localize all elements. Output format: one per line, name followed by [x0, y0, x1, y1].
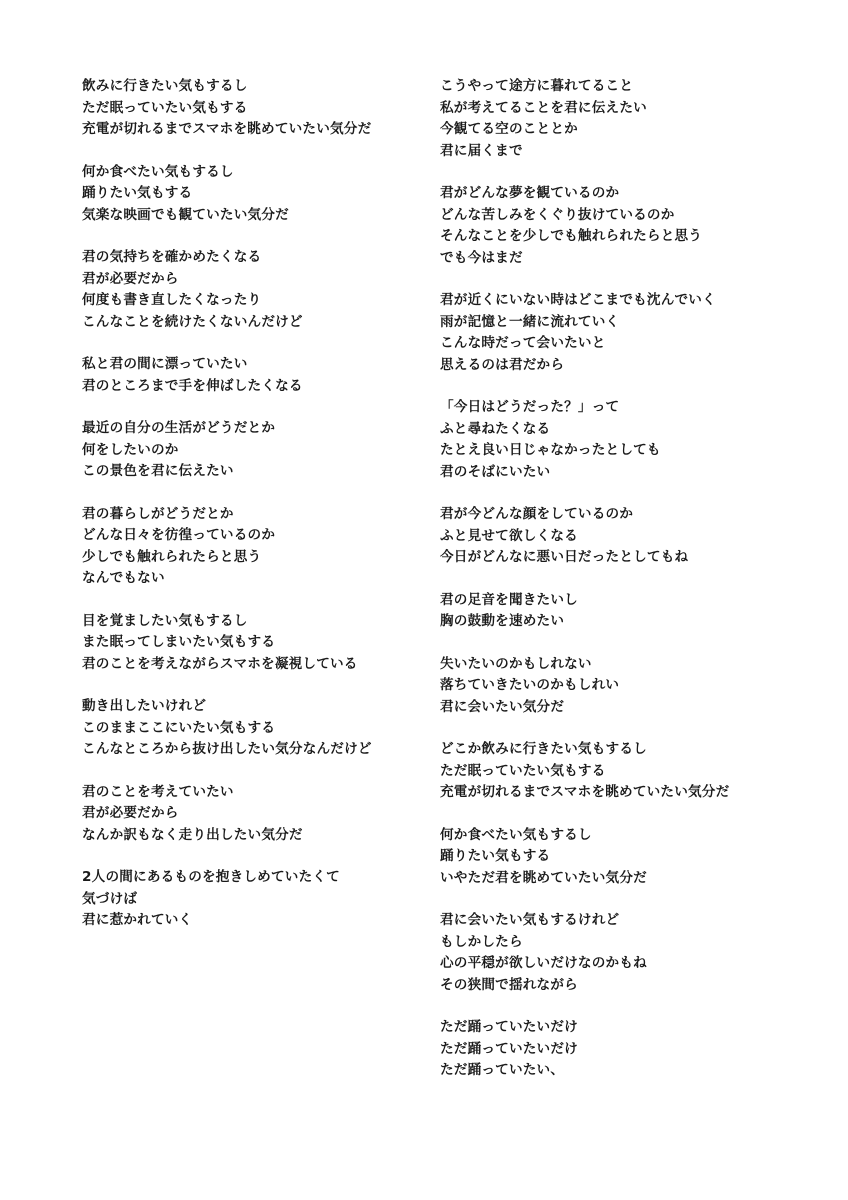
lyric-line: でも今はまだ — [440, 249, 523, 266]
stanza — [82, 782, 412, 847]
stanza — [82, 247, 412, 333]
stanza — [440, 739, 770, 804]
lyric-line: その狭間で揺れながら — [440, 976, 578, 993]
lyric-line: 目を覚ましたい気もするし — [82, 612, 248, 629]
stanza — [440, 825, 770, 890]
lyric-line: 君のところまで手を伸ばしたくなる — [82, 377, 303, 394]
stanza — [440, 290, 770, 376]
lyrics-column-left — [82, 76, 412, 953]
lyric-line: 君がどんな夢を観ているのか — [440, 185, 620, 201]
lyric-line: 君が必要だから — [82, 805, 179, 821]
lyric-line: 君の暮らしがどうだとか — [82, 505, 234, 522]
stanza — [440, 504, 770, 569]
lyrics-column-right — [440, 76, 770, 1103]
lyric-line: このままここにいたい気もする — [82, 719, 276, 736]
lyric-line: また眠ってしまいたい気もする — [82, 634, 276, 650]
lyric-line: 君のそばにいたい — [440, 463, 551, 480]
stanza — [82, 504, 412, 590]
lyric-line: ふと尋ねたくなる — [440, 420, 551, 437]
lyric-line: 充電が切れるまでスマホを眺めていたい気分だ — [82, 121, 372, 137]
lyric-line: 君が近くにいない時はどこまでも沈んでいく — [440, 292, 716, 308]
lyric-line: 君のことを考えていたい — [82, 783, 234, 800]
lyric-line: 気楽な映画でも観ていたい気分だ — [82, 206, 289, 223]
stanza — [82, 696, 412, 761]
stanza — [440, 1017, 770, 1082]
lyric-line: そんなことを少しでも触れられたらと思う — [440, 228, 703, 244]
lyric-line: 君に届くまで — [440, 142, 523, 159]
lyric-line: なんか訳もなく走り出したい気分だ — [82, 826, 303, 843]
lyric-line: 胸の鼓動を速めたい — [440, 613, 565, 629]
lyric-line: こんなことを続けたくないんだけど — [82, 313, 303, 330]
lyric-line: 君が今どんな顔をしているのか — [440, 506, 634, 522]
lyric-line: いやただ君を眺めていたい気分だ — [440, 869, 647, 886]
stanza — [440, 910, 770, 996]
stanza — [82, 162, 412, 227]
lyric-line: 落ちていきたいのかもしれい — [440, 677, 620, 693]
lyric-line: 少しでも触れられたらと思う — [82, 548, 262, 565]
lyric-line: こうやって途方に暮れてること — [440, 78, 634, 94]
lyric-line: 思えるのは君だから — [440, 356, 565, 373]
lyric-line: ただ踊っていたい、 — [440, 1062, 565, 1078]
lyric-line: 何か食べたい気もするし — [82, 163, 234, 180]
lyric-line: 充電が切れるまでスマホを眺めていたい気分だ — [440, 784, 730, 800]
lyric-line: 最近の自分の生活がどうだとか — [82, 420, 276, 436]
lyric-line: 踊りたい気もする — [440, 848, 551, 864]
lyric-line: 君の気持ちを確かめたくなる — [82, 249, 262, 265]
lyric-line: この景色を君に伝えたい — [82, 463, 234, 479]
lyric-line: 失いたいのかもしれない — [440, 655, 592, 672]
lyric-line: ただ踊っていたいだけ — [440, 1019, 578, 1035]
lyric-line: 君が必要だから — [82, 270, 179, 287]
stanza — [82, 418, 412, 483]
lyric-line: 私が考えてることを君に伝えたい — [440, 99, 647, 116]
lyric-line: 雨が記憶と一緒に流れていく — [440, 313, 620, 330]
lyric-line: ふと見せて欲しくなる — [440, 527, 578, 544]
stanza — [440, 397, 770, 483]
stanza — [82, 76, 412, 141]
lyric-line: たとえ良い日じゃなかったとしても — [440, 442, 661, 458]
lyric-line: どこか飲みに行きたい気もするし — [440, 741, 647, 757]
stanza — [82, 611, 412, 676]
lyric-line: 2人の間にあるものを抱きしめていたくて — [82, 869, 340, 885]
stanza — [440, 654, 770, 719]
lyric-line: 私と君の間に漂っていたい — [82, 356, 248, 372]
lyric-line: 踊りたい気もする — [82, 185, 193, 201]
lyric-line: どんな苦しみをくぐり抜けているのか — [440, 206, 675, 223]
stanza — [440, 76, 770, 162]
stanza — [440, 183, 770, 269]
lyric-line: こんな時だって会いたいと — [440, 335, 606, 351]
lyric-line: もしかしたら — [440, 933, 523, 950]
lyric-line: 今観てる空のこととか — [440, 121, 578, 137]
lyric-line: ただ踊っていたいだけ — [440, 1040, 578, 1057]
lyric-line: 気づけば — [82, 890, 138, 907]
lyric-line: どんな日々を彷徨っているのか — [82, 527, 276, 543]
lyric-line: 飲みに行きたい気もするし — [82, 78, 248, 94]
lyric-line: ただ眠っていたい気もする — [82, 99, 248, 116]
lyric-line: 君に会いたい気分だ — [440, 698, 565, 715]
stanza — [82, 867, 412, 932]
lyric-line: なんでもない — [82, 570, 165, 586]
lyric-line: 君に会いたい気もするけれど — [440, 912, 620, 928]
lyric-line: 君のことを考えながらスマホを凝視している — [82, 655, 358, 672]
lyric-line: 君に惹かれていく — [82, 912, 193, 928]
stanza — [82, 354, 412, 397]
lyric-line: こんなところから抜け出したい気分なんだけど — [82, 741, 372, 757]
stanza — [440, 590, 770, 633]
lyric-line: 「今日はどうだった？」って — [440, 399, 620, 415]
lyric-line: 君の足音を聞きたいし — [440, 591, 578, 608]
lyric-line: 何度も書き直したくなったり — [82, 292, 262, 308]
lyric-line: 動き出したいけれど — [82, 698, 207, 714]
lyric-line: 心の平穏が欲しいだけなのかもね — [440, 955, 647, 971]
lyric-line: 今日がどんなに悪い日だったとしてもね — [440, 549, 689, 565]
lyric-line: 何をしたいのか — [82, 441, 179, 458]
lyric-line: ただ眠っていたい気もする — [440, 762, 606, 779]
lyric-line: 何か食べたい気もするし — [440, 826, 592, 843]
